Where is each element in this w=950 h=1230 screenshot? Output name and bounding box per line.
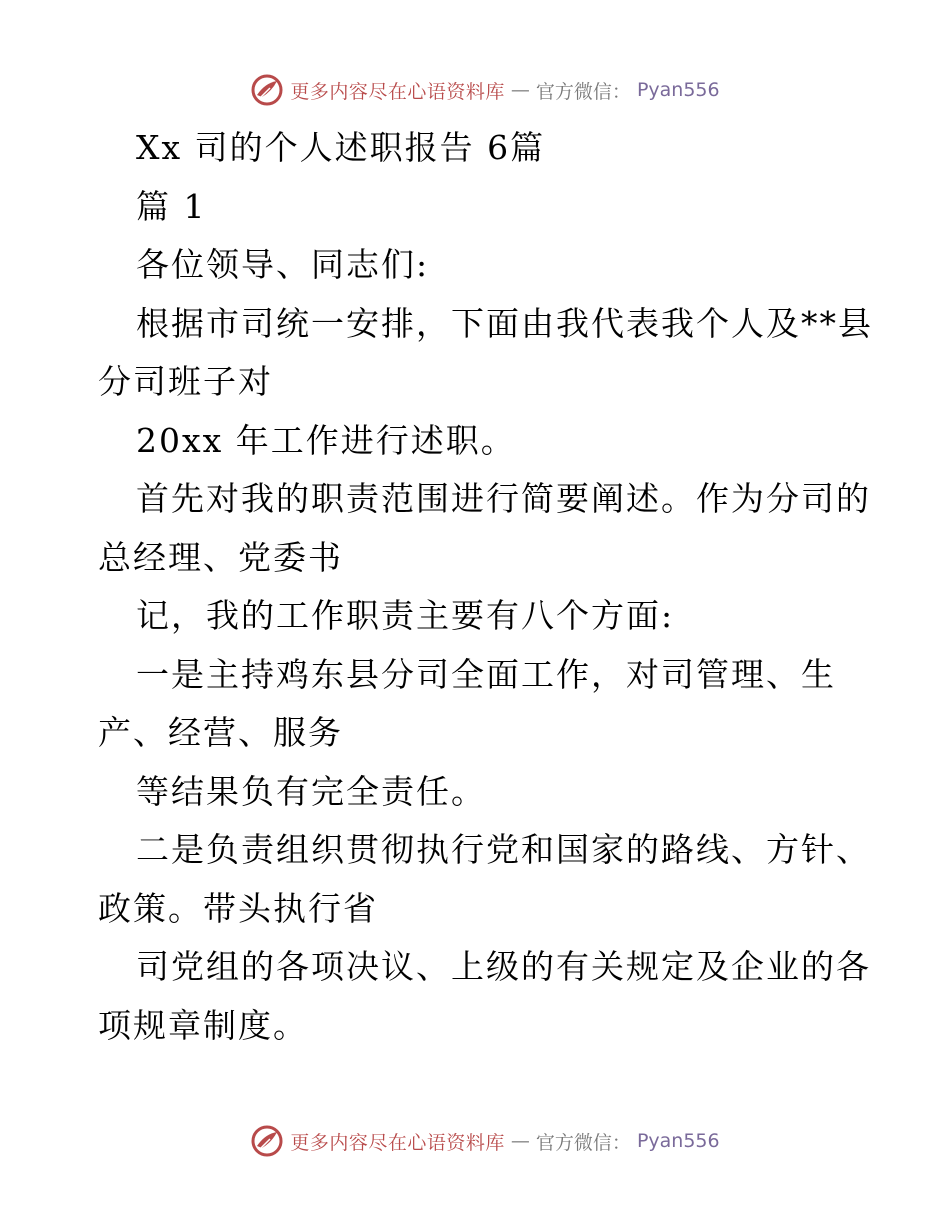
document-line: 等结果负有完全责任。 bbox=[136, 771, 486, 811]
document-line: 记，我的工作职责主要有八个方面: bbox=[136, 596, 675, 635]
document-body bbox=[98, 119, 873, 1055]
footer-wechat-id: Pyan556 bbox=[636, 1130, 720, 1152]
footer-site-text: 更多内容尽在心语资料库 bbox=[290, 1131, 505, 1154]
document-line: 司党组的各项决议、上级的有关规定及企业的各 bbox=[136, 947, 871, 986]
header-separator: — bbox=[510, 79, 530, 101]
document-line: 一是主持鸡东县分司全面工作，对司管理、生 bbox=[136, 654, 836, 694]
document-line: 分司班子对 bbox=[98, 362, 273, 401]
header-wechat-id: Pyan556 bbox=[636, 79, 720, 101]
document-line: 总经理、党委书 bbox=[98, 537, 343, 577]
document-line: 政策。带头执行省 bbox=[98, 888, 378, 928]
document-line: 产、经营、服务 bbox=[98, 713, 343, 752]
footer-official-text: 官方微信： bbox=[535, 1131, 631, 1154]
quill-logo-icon bbox=[250, 1124, 284, 1158]
document-line: 根据市司统一安排，下面由我代表我个人及**县 bbox=[136, 303, 873, 343]
quill-logo-icon bbox=[250, 73, 284, 107]
document-line: 二是负责组织贯彻执行党和国家的路线、方针、 bbox=[136, 830, 871, 869]
document-line: 篇 1 bbox=[136, 186, 207, 226]
footer-banner-content bbox=[250, 1124, 719, 1158]
document-line: 20xx 年工作进行述职。 bbox=[136, 420, 516, 460]
header-official-text: 官方微信： bbox=[535, 80, 631, 103]
document-line: 各位领导、同志们: bbox=[136, 245, 430, 284]
footer-banner bbox=[0, 1121, 950, 1161]
document-line: 首先对我的职责范围进行简要阐述。作为分司的 bbox=[136, 479, 871, 518]
header-banner-content bbox=[250, 73, 719, 107]
document-line: Xx 司的个人述职报告 6篇 bbox=[136, 128, 546, 167]
header-banner bbox=[0, 70, 950, 110]
footer-separator: — bbox=[510, 1130, 530, 1152]
header-site-text: 更多内容尽在心语资料库 bbox=[290, 80, 505, 103]
document-line: 项规章制度。 bbox=[98, 1005, 308, 1045]
